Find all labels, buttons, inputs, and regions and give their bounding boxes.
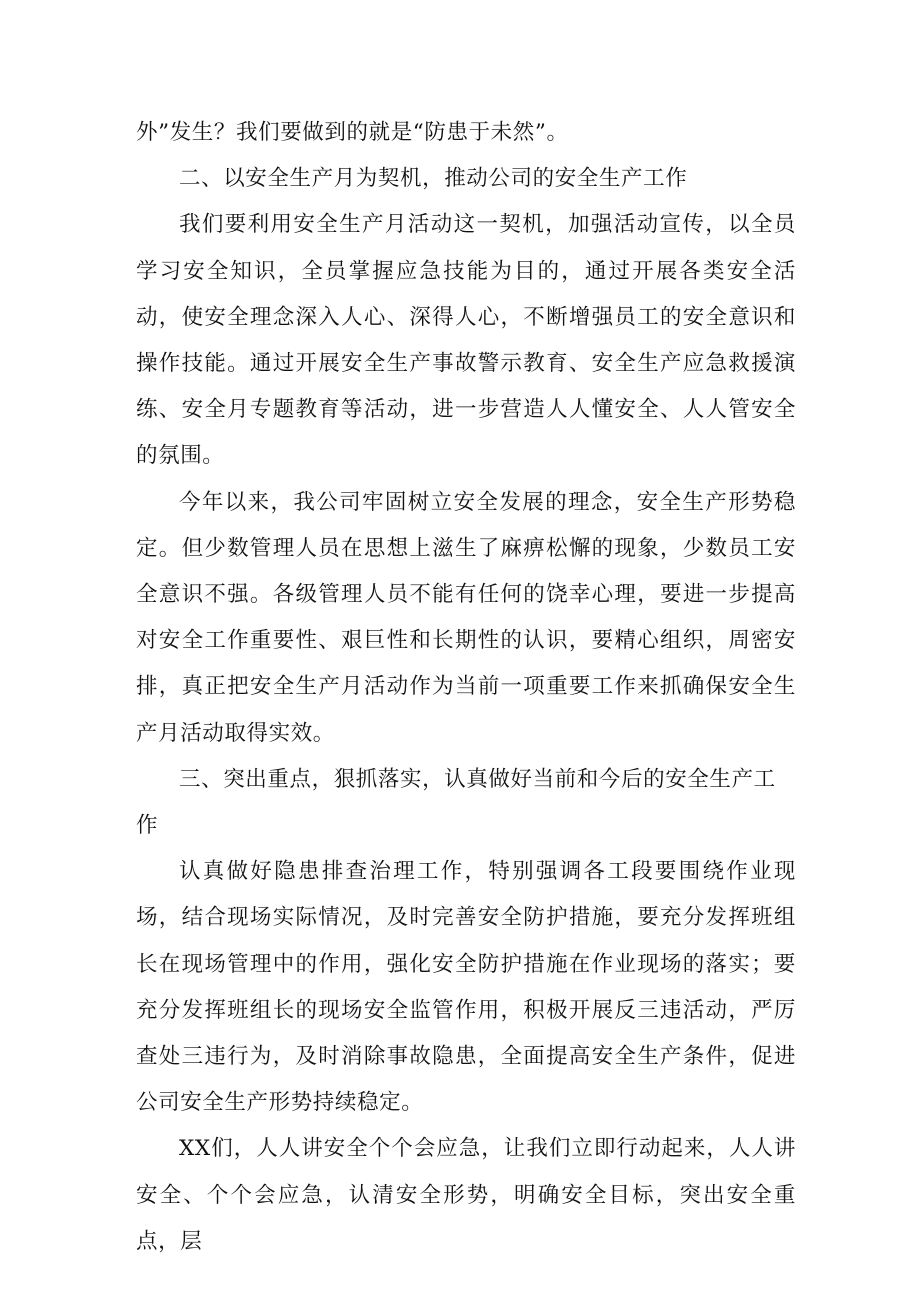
section-heading-3: 三、突出重点，狠抓落实，认真做好当前和今后的安全生产工作 [136,766,776,839]
paragraph-safety-month: 我们要利用安全生产月活动这一契机，加强活动宣传，以全员学习安全知识，全员掌握应急技能为目的，通过开展各类安全活动，使安全理念深入人心、深得人心，不断增强员工的安全意识和操作技能。通过开展安全生产事故警示教育、安全生产应急救援演练、安全月专题教育等活动，进一步营造人人懂安全、人人管安全的氛围。 [136,212,796,469]
paragraph-continuation: 外”发生？我们要做到的就是“防患于未然”。 [136,120,569,145]
paragraph-this-year: 今年以来，我公司牢固树立安全发展的理念，安全生产形势稳定。但少数管理人员在思想上滋生了麻痹松懈的现象，少数员工安全意识不强。各级管理人员不能有任何的饶幸心理，要进一步提高对安全工作重要性、艰巨性和长期性的认识，要精心组织，周密安排，真正把安全生产月活动作为当前一项重要工作来抓确保安全生产月活动取得实效。 [136,489,796,746]
paragraph-hazard-inspection: 认真做好隐患排查治理工作，特别强调各工段要围绕作业现场，结合现场实际情况，及时完善安全防护措施，要充分发挥班组长在现场管理中的作用，强化安全防护措施在作业现场的落实；要充分发挥班组长的现场安全监管作用，积极开展反三违活动，严厉查处三违行为，及时消除事故隐患，全面提高安全生产条件，促进公司安全生产形势持续稳定。 [136,859,796,1116]
section-heading-2: 二、以安全生产月为契机，推动公司的安全生产工作 [179,166,688,192]
document-body [136,110,796,1265]
paragraph-closing-call: XX们，人人讲安全个个会应急，让我们立即行动起来，人人讲安全、个个会应急，认清安全形势，明确安全目标，突出安全重点，层 [136,1136,796,1254]
